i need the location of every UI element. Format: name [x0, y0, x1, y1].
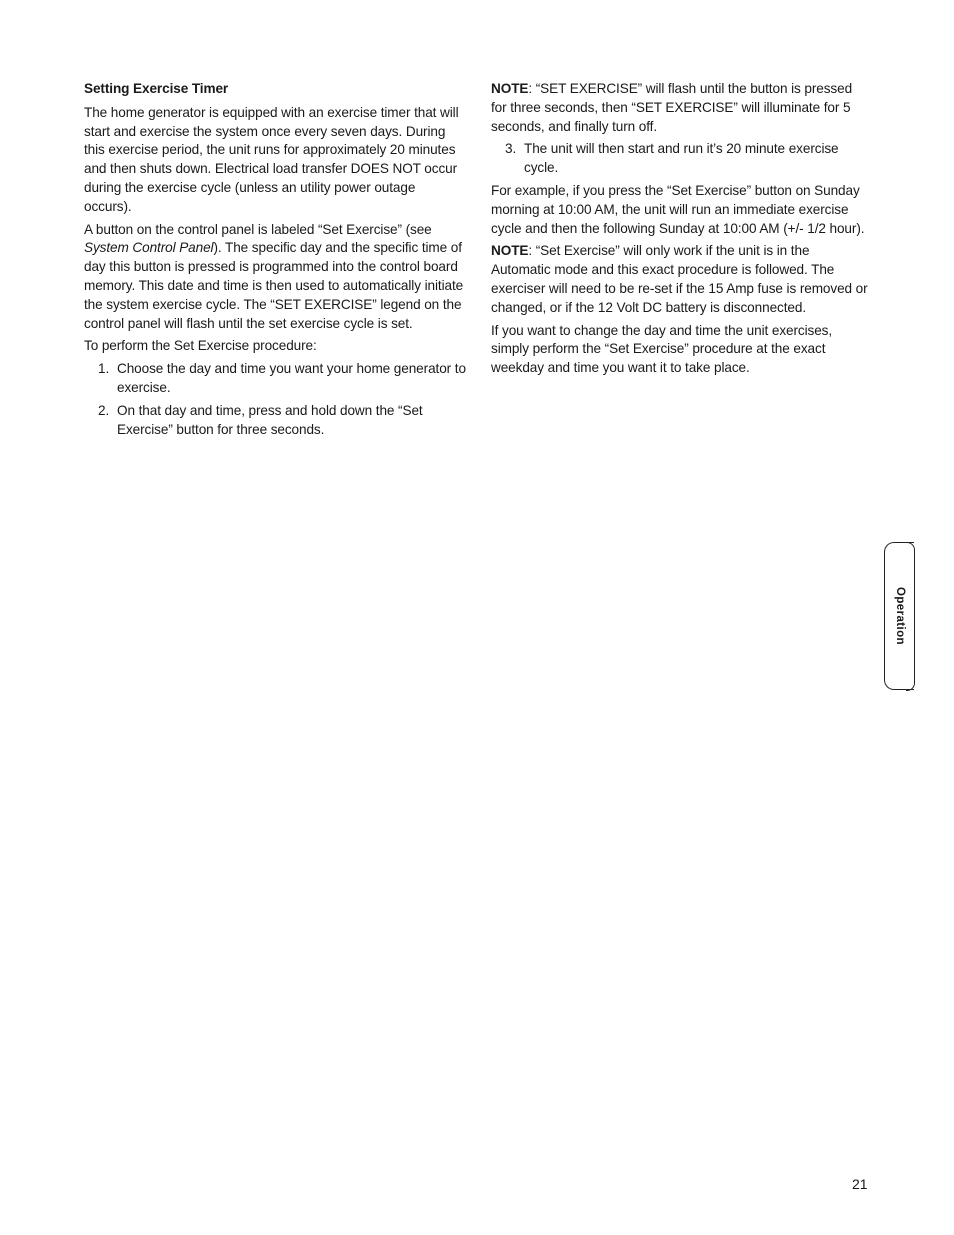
step-number: 2.	[98, 402, 110, 418]
procedure-steps-continued	[491, 140, 869, 178]
ref-text-after: ). The specific day and the specific time of day this button is pressed is programmed into the control board memory. This date and time is then used to automatically initiate the system exercise cycle. The “SET EXERCISE” legend on the control panel will flash until the set exercise cycle is set.	[84, 240, 464, 331]
procedure-steps	[84, 360, 466, 439]
procedure-step	[491, 140, 869, 178]
left-column	[84, 80, 466, 443]
automatic-mode-note	[491, 242, 869, 317]
note-text: : “Set Exercise” will only work if the unit is in the Automatic mode and this exact procedure is followed. The exerciser will need to be re-set if the 15 Amp fuse is removed or changed, or if the 12 Volt DC battery is disconnected.	[491, 243, 868, 315]
procedure-step	[84, 402, 466, 440]
exercise-timer-description: The home generator is equipped with an exercise timer that will start and exercise the system once every seven days. During this exercise period, the unit runs for approximately 20 minutes and then shuts down. Electrical load transfer DOES NOT occur during the exercise cycle (unless an utility power outage occurs).	[84, 104, 459, 214]
flash-note	[491, 80, 869, 136]
step-number: 1.	[98, 361, 110, 377]
example-paragraph: For example, if you press the “Set Exercise” button on Sunday morning at 10:00 AM, the unit will run an immediate exercise cycle and then the following Sunday at 10:00 AM (+/- 1/2 hour).	[491, 182, 865, 236]
step-text: On that day and time, press and hold down the “Set Exercise” button for three seconds.	[117, 402, 423, 437]
section-heading: Setting Exercise Timer	[84, 81, 229, 96]
note-label: NOTE	[491, 81, 529, 96]
step-number: 3.	[505, 141, 517, 157]
page-number: 21	[852, 1176, 868, 1192]
change-schedule-paragraph: If you want to change the day and time the unit exercises, simply perform the “Set Exercise” procedure at the exact weekday and time you want it to take place.	[491, 322, 833, 376]
system-control-panel-reference: System Control Panel	[84, 240, 214, 256]
procedure-intro: To perform the Set Exercise procedure:	[84, 338, 317, 354]
ref-text-before: A button on the control panel is labeled “Set Exercise” (see	[84, 221, 432, 237]
note-label: NOTE	[491, 243, 529, 259]
right-column	[491, 80, 869, 382]
step-text: The unit will then start and run it’s 20 minute exercise cycle.	[524, 141, 839, 176]
side-tab-label: Operation	[893, 587, 906, 645]
procedure-step	[84, 360, 466, 398]
section-side-tab	[884, 542, 914, 690]
set-exercise-button-description	[84, 221, 466, 334]
step-text: Choose the day and time you want your home generator to exercise.	[117, 361, 466, 395]
note-text: : “SET EXERCISE” will flash until the button is pressed for three seconds, then “SET EXERCISE” will illuminate for 5 seconds, and finally turn off.	[491, 81, 853, 134]
